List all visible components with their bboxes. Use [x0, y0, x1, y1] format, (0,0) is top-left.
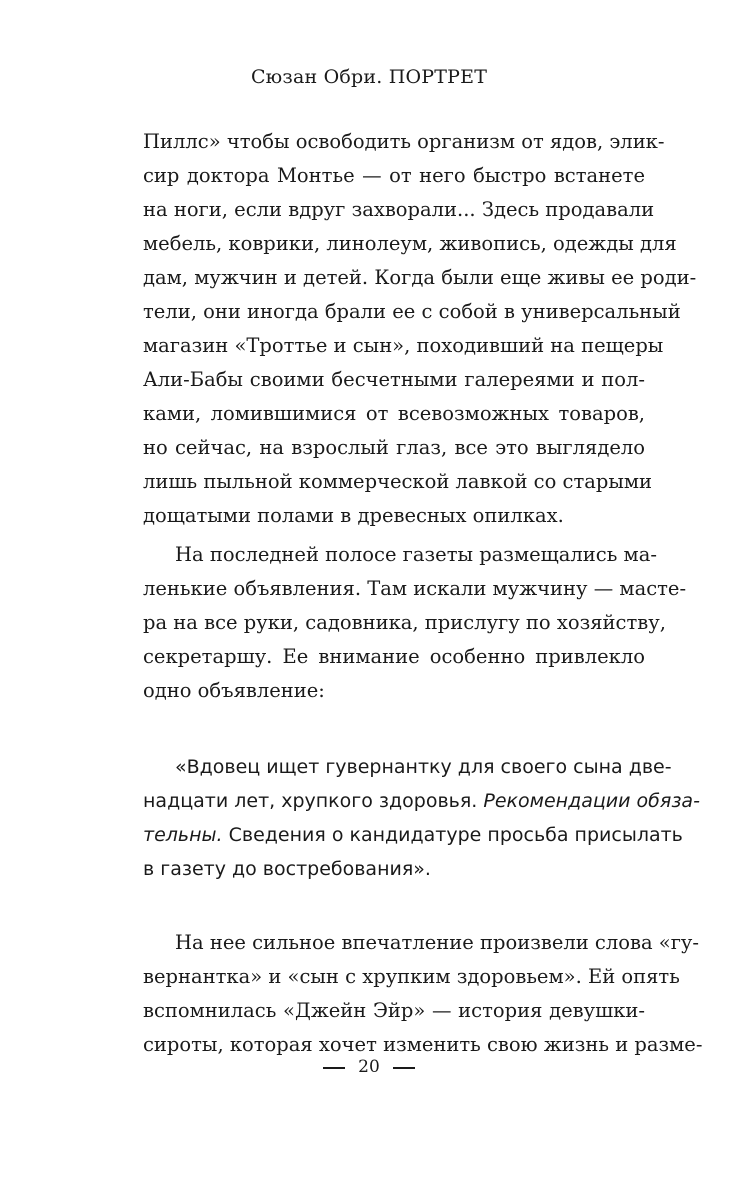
text-line: тели, они иногда брали ее с собой в универсальный: [143, 300, 681, 323]
text-line: мебель, коврики, линолеум, живопись, одежды для: [143, 232, 677, 255]
quote-text-italic: тельны.: [143, 824, 223, 846]
text-line: На последней полосе газеты размещались ма-: [175, 543, 657, 566]
text-line: Али-Бабы своими бесчетными галереями и пол-: [143, 368, 645, 391]
quote-text-italic: Рекомендации обяза-: [483, 790, 700, 812]
text-line: на ноги, если вдруг захворали... Здесь продавали: [143, 198, 655, 221]
text-line: но сейчас, на взрослый глаз, все это выглядело: [143, 436, 645, 459]
quote-line: в газету до востребования».: [143, 858, 431, 880]
text-line: магазин «Троттье и сын», походивший на пещеры: [143, 334, 664, 357]
text-line: ками, ломившимися от всевозможных товаров,: [143, 402, 645, 425]
text-line: сир доктора Монтье — от него быстро встанете: [143, 164, 645, 187]
text-line: вернантка» и «сын с хрупким здоровьем». Ей опять: [143, 965, 680, 988]
running-title: Сюзан Обри. ПОРТРЕТ: [250, 66, 488, 88]
text-line: сироты, которая хочет изменить свою жизнь и разме-: [143, 1033, 703, 1056]
text-line: ленькие объявления. Там искали мужчину — масте-: [143, 577, 687, 600]
text-line: ра на все руки, садовника, прислугу по хозяйству,: [143, 611, 666, 634]
text-line: секретаршу. Ее внимание особенно привлекло: [143, 645, 645, 668]
quote-line: «Вдовец ищет гувернантку для своего сына две-: [175, 756, 672, 778]
quote-text-plain: надцати лет, хрупкого здоровья.: [143, 790, 478, 812]
quote-line: [143, 820, 683, 850]
page-footer: [0, 1057, 738, 1077]
dash-left-icon: [323, 1067, 345, 1069]
text-line: вспомнилась «Джейн Эйр» — история девушки-: [143, 999, 645, 1022]
text-line: Пиллс» чтобы освободить организм от ядов, элик-: [143, 130, 665, 153]
quote-line: [143, 786, 700, 816]
dash-right-icon: [393, 1067, 415, 1069]
text-line: одно объявление:: [143, 679, 325, 702]
text-line: дам, мужчин и детей. Когда были еще живы ее роди-: [143, 266, 697, 289]
text-line: На нее сильное впечатление произвели слова «гу-: [175, 931, 699, 954]
text-line: лишь пыльной коммерческой лавкой со старыми: [143, 470, 653, 493]
text-line: дощатыми полами в древесных опилках.: [143, 504, 564, 527]
page-number: 20: [358, 1057, 380, 1077]
quote-text-plain: Сведения о кандидатуре просьба присылать: [228, 824, 683, 846]
